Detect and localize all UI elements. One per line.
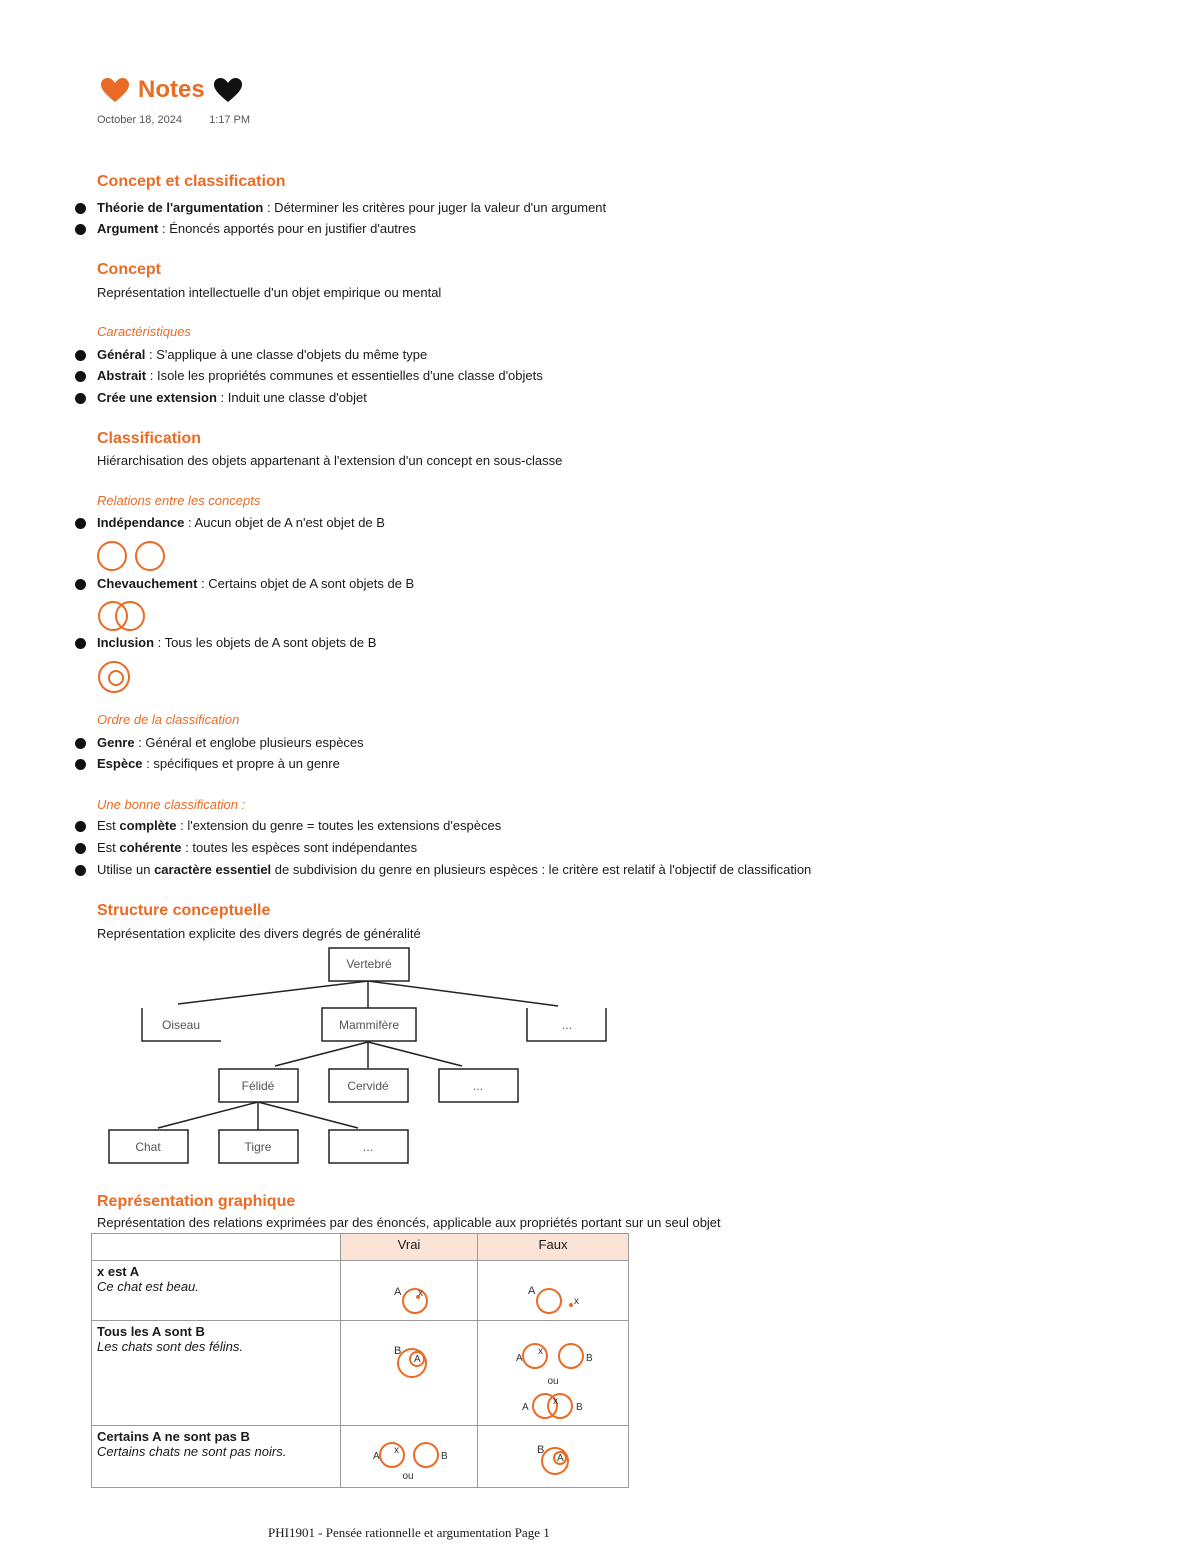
tree-node: Félidé	[241, 1079, 275, 1093]
list-item: Théorie de l'argumentation : Déterminer les critères pour juger la valeur d'un argument	[97, 200, 607, 215]
list-item: Inclusion : Tous les objets de A sont objets de B	[97, 635, 377, 650]
list-item: Crée une extension : Induit une classe d'objet	[97, 390, 367, 405]
svg-text:B: B	[394, 1345, 402, 1357]
vrai-cell	[341, 1426, 478, 1488]
section-heading-concept-classification: Concept et classification	[97, 173, 286, 190]
tree-node-root: Vertebré	[346, 957, 392, 971]
subheading-ordre: Ordre de la classification	[97, 712, 240, 727]
note-datetime	[97, 114, 274, 126]
header-cell-faux: Faux	[478, 1234, 629, 1261]
inclusion-circles-sketch	[95, 660, 135, 694]
svg-text:x: x	[574, 1296, 579, 1307]
header-cell-empty	[92, 1234, 341, 1261]
note-time: 1:17 PM	[209, 114, 251, 126]
concept-tree-diagram	[100, 944, 620, 1168]
concept-definition: Représentation intellectuelle d'un objet empirique ou mental	[97, 285, 442, 300]
some-a-not-b-false-sketch	[483, 1429, 623, 1481]
svg-text:x: x	[394, 1445, 399, 1456]
svg-text:A: A	[557, 1453, 564, 1464]
faux-cell	[478, 1426, 629, 1488]
list-item: Indépendance : Aucun objet de A n'est objet de B	[97, 515, 385, 530]
orange-heart-icon	[100, 77, 130, 103]
tree-node: Chat	[135, 1140, 161, 1154]
faux-cell	[478, 1321, 629, 1426]
svg-text:B: B	[576, 1402, 583, 1413]
table-header-row	[92, 1234, 629, 1261]
all-a-are-b-false-sketch	[483, 1324, 623, 1419]
svg-text:B: B	[441, 1451, 448, 1462]
note-date: October 18, 2024	[97, 114, 183, 126]
list-item: Général : S'applique à une classe d'objets du même type	[97, 347, 428, 362]
list-item: Utilise un caractère essentiel de subdivision du genre en plusieurs espèces : le critère est relatif à l'objectif de classification	[97, 862, 812, 877]
list-item: Abstrait : Isole les propriétés communes et essentielles d'une classe d'objets	[97, 368, 543, 383]
list-item: Argument : Énoncés apportés pour en justifier d'autres	[97, 221, 416, 236]
tree-node: Tigre	[244, 1140, 272, 1154]
subheading-bonne-classification: Une bonne classification :	[97, 797, 246, 812]
section-heading-classification: Classification	[97, 430, 202, 447]
graphic-definition: Représentation des relations exprimées par des énoncés, applicable aux propriétés portant sur un seul objet	[97, 1215, 721, 1230]
some-a-not-b-true-sketch	[346, 1429, 466, 1481]
table-row	[92, 1321, 629, 1426]
svg-text:A: A	[414, 1354, 421, 1365]
list-item: Est cohérente : toutes les espèces sont indépendantes	[97, 840, 418, 855]
svg-text:A: A	[522, 1402, 529, 1413]
vrai-cell	[341, 1261, 478, 1321]
black-heart-icon	[213, 77, 243, 103]
svg-text:A: A	[394, 1286, 402, 1298]
tree-node: Mammifère	[338, 1018, 400, 1032]
statement-cell: Tous les A sont B Les chats sont des félins.	[92, 1321, 341, 1426]
svg-text:x: x	[418, 1288, 423, 1299]
structure-definition: Représentation explicite des divers degrés de généralité	[97, 926, 421, 941]
x-outside-a-false-sketch	[483, 1264, 623, 1314]
section-heading-graphic: Représentation graphique	[97, 1193, 296, 1210]
svg-text:x: x	[553, 1396, 558, 1407]
svg-text:B: B	[586, 1353, 593, 1364]
svg-text:ou: ou	[402, 1471, 414, 1481]
list-item: Espèce : spécifiques et propre à un genre	[97, 756, 340, 771]
list-item: Est complète : l'extension du genre = toutes les extensions d'espèces	[97, 818, 502, 833]
all-a-are-b-true-sketch	[346, 1324, 466, 1384]
tree-node: ...	[362, 1140, 374, 1154]
representation-table	[91, 1233, 629, 1488]
svg-text:A: A	[516, 1353, 523, 1364]
tree-node: Cervidé	[347, 1079, 389, 1093]
tree-node: ...	[561, 1018, 573, 1032]
section-heading-concept: Concept	[97, 261, 161, 278]
subheading-caracteristiques: Caractéristiques	[97, 324, 191, 339]
vrai-cell	[341, 1321, 478, 1426]
page-title	[100, 76, 243, 104]
tree-node: Oiseau	[161, 1018, 201, 1032]
svg-text:A: A	[373, 1451, 380, 1462]
svg-text:A: A	[528, 1285, 536, 1297]
section-heading-structure: Structure conceptuelle	[97, 902, 271, 919]
svg-text:ou: ou	[547, 1376, 559, 1387]
list-item: Genre : Général et englobe plusieurs espèces	[97, 735, 364, 750]
overlap-circles-sketch	[95, 599, 155, 635]
independence-circles-sketch	[95, 539, 175, 575]
statement-cell: x est A Ce chat est beau.	[92, 1261, 341, 1321]
svg-text:B: B	[537, 1444, 545, 1456]
list-item: Chevauchement : Certains objet de A sont objets de B	[97, 576, 415, 591]
statement-cell: Certains A ne sont pas B Certains chats ne sont pas noirs.	[92, 1426, 341, 1488]
subheading-relations: Relations entre les concepts	[97, 493, 261, 508]
faux-cell	[478, 1261, 629, 1321]
table-row	[92, 1426, 629, 1488]
x-in-a-true-sketch	[346, 1264, 466, 1314]
svg-text:x: x	[538, 1346, 543, 1357]
header-cell-vrai: Vrai	[341, 1234, 478, 1261]
tree-node: ...	[472, 1079, 484, 1093]
classification-definition: Hiérarchisation des objets appartenant à l'extension d'un concept en sous-classe	[97, 453, 563, 468]
page-footer: PHI1901 - Pensée rationnelle et argumentation Page 1	[268, 1525, 550, 1540]
title-text: Notes	[138, 76, 205, 103]
table-row	[92, 1261, 629, 1321]
